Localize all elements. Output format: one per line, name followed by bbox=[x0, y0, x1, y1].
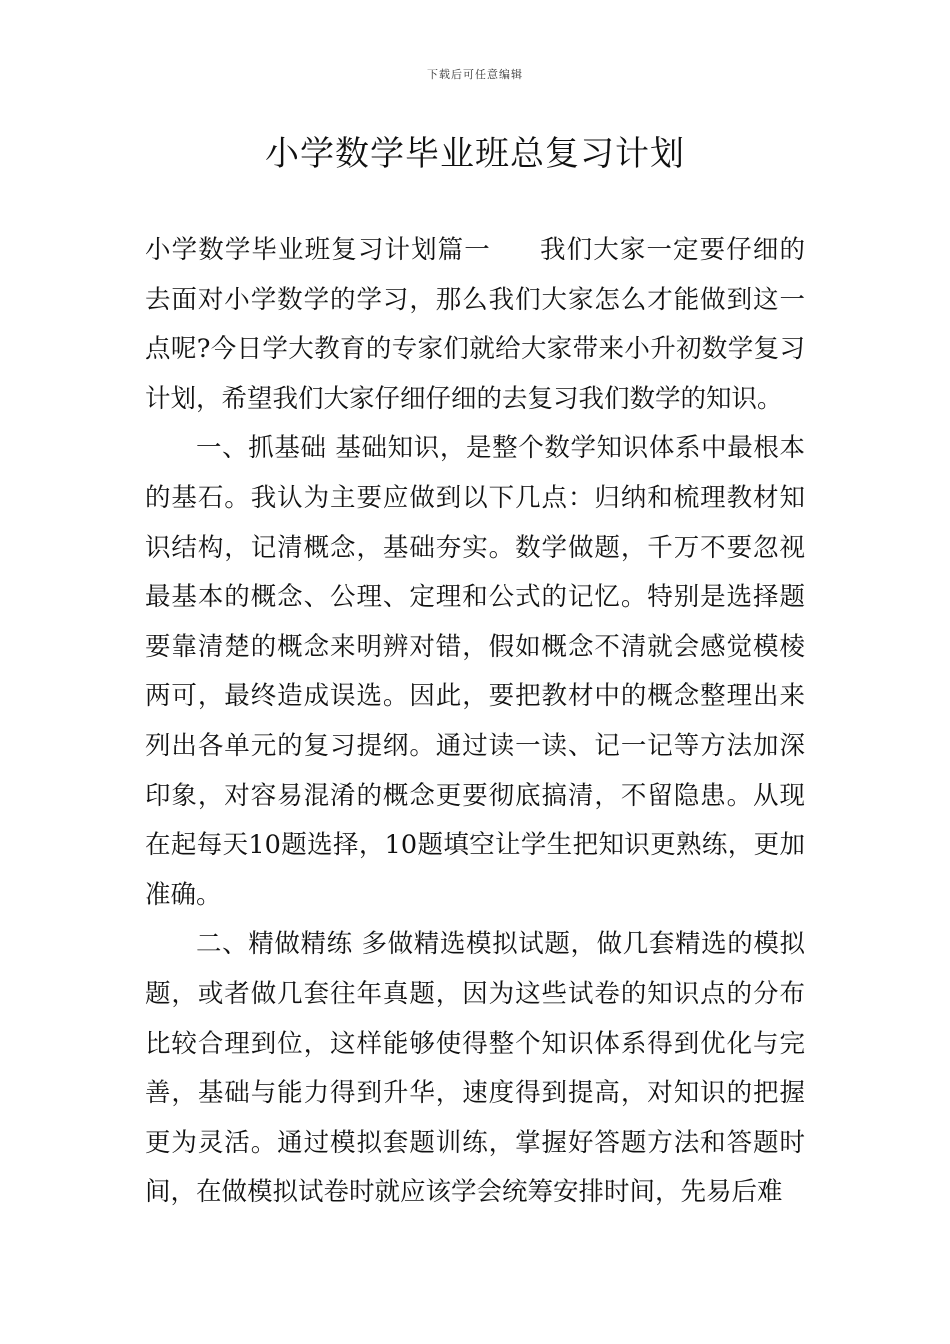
paragraph-practice: 二、精做精练 多做精选模拟试题，做几套精选的模拟题，或者做几套往年真题，因为这些试卷的知识点的分布比较合理到位，这样能够使得整个知识体系得到优化与完善，基础与能力得到升华，速度得到提高，对知识的把握更为灵活。通过模拟套题训练，掌握好答题方法和答题时间，在做模拟试卷时就应该学会统筹安排时间，先易后难 bbox=[145, 929, 805, 1208]
paragraph-intro bbox=[145, 226, 805, 424]
document-title: 小学数学毕业班总复习计划 bbox=[265, 134, 685, 174]
header-note: 下载后可任意编辑 bbox=[427, 68, 523, 81]
paragraph-intro-text: 我们大家一定要仔细的去面对小学数学的学习，那么我们大家怎么才能做到这一点呢?今日学大教育的专家们就给大家带来小升初数学复习计划，希望我们大家仔细仔细的去复习我们数学的知识。 bbox=[145, 235, 805, 414]
paragraph-intro-lead: 小学数学毕业班复习计划篇一 bbox=[145, 235, 491, 265]
document-body bbox=[145, 226, 805, 1218]
paragraph-basics: 一、抓基础 基础知识，是整个数学知识体系中最根本的基石。我认为主要应做到以下几点：归纳和梳理教材知识结构，记清概念，基础夯实。数学做题，千万不要忽视最基本的概念、公理、定理和公式的记忆。特别是选择题要靠清楚的概念来明辨对错，假如概念不清就会感觉模棱两可，最终造成误选。因此，要把教材中的概念整理出来列出各单元的复习提纲。通过读一读、记一记等方法加深印象，对容易混淆的概念更要彻底搞清，不留隐患。从现在起每天10题选择，10题填空让学生把知识更熟练，更加准确。 bbox=[145, 433, 805, 910]
